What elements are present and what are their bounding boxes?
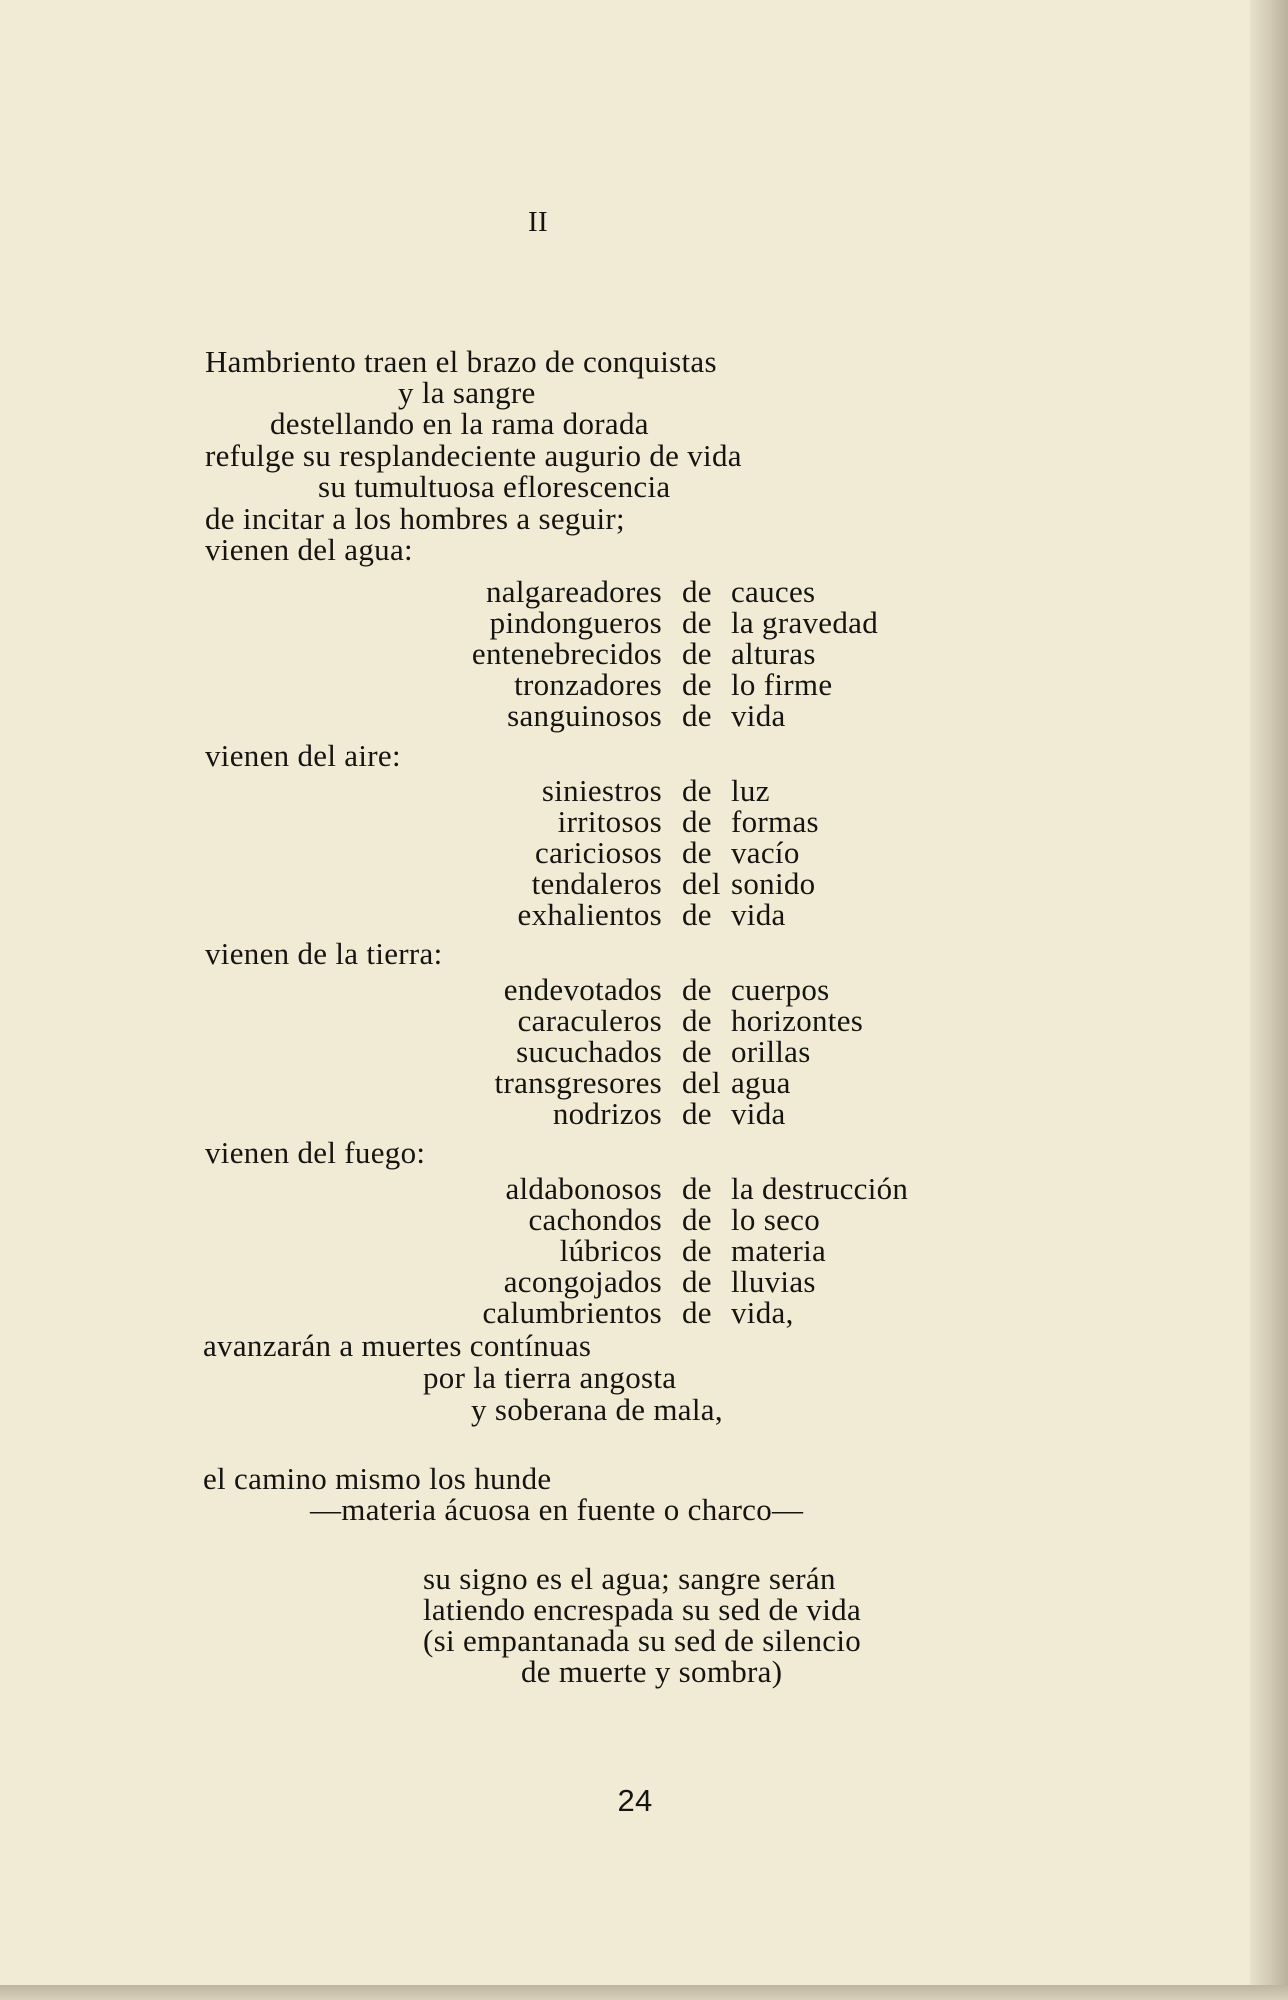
verse-preposition: de [682,667,712,702]
verse-adjective: caraculeros [517,1003,662,1038]
verse-preposition: de [682,605,712,640]
poem-line: el camino mismo los hunde [203,1461,552,1496]
verse-preposition: de [682,1003,712,1038]
verse-preposition: de [682,773,712,808]
verse-object: orillas [731,1034,811,1069]
poem-line: por la tierra angosta [423,1360,677,1395]
section-label: vienen de la tierra: [205,936,443,971]
verse-object: materia [731,1233,827,1268]
verse-object: vida [731,698,786,733]
verse-adjective: tronzadores [514,667,662,702]
poem-line: su signo es el agua; sangre serán [423,1561,836,1596]
verse-preposition: del [682,1065,721,1100]
verse-preposition: de [682,1202,712,1237]
poem-line: —materia ácuosa en fuente o charco— [310,1492,804,1527]
verse-preposition: de [682,972,712,1007]
verse-object: la gravedad [731,605,879,640]
poem-line: destellando en la rama dorada [270,406,649,441]
poem-line: refulge su resplandeciente augurio de vida [205,438,742,473]
verse-preposition: de [682,698,712,733]
verse-adjective: tendaleros [531,866,662,901]
poem-line: y la sangre [398,375,536,410]
verse-object: vacío [731,835,800,870]
verse-adjective: transgresores [494,1065,662,1100]
verse-preposition: de [682,1233,712,1268]
verse-preposition: de [682,835,712,870]
verse-preposition: de [682,1264,712,1299]
verse-object: horizontes [731,1003,864,1038]
poem-line: avanzarán a muertes contínuas [203,1328,592,1363]
verse-object: vida [731,897,786,932]
verse-preposition: de [682,897,712,932]
verse-adjective: aldabonosos [505,1171,662,1206]
verse-adjective: endevotados [503,972,662,1007]
verse-object: cuerpos [731,972,830,1007]
section-heading: II [528,206,548,238]
section-label: vienen del aire: [205,738,401,773]
verse-object: vida [731,1096,786,1131]
section-label: vienen del agua: [205,532,413,567]
verse-object: la destrucción [731,1171,909,1206]
poem-line: de incitar a los hombres a seguir; [205,501,625,536]
verse-adjective: nodrizos [552,1096,662,1131]
verse-preposition: de [682,804,712,839]
verse-preposition: del [682,866,721,901]
verse-adjective: cachondos [528,1202,662,1237]
verse-preposition: de [682,1171,712,1206]
section-label: vienen del fuego: [205,1135,426,1170]
verse-adjective: cariciosos [535,835,662,870]
verse-adjective: entenebrecidos [471,636,662,671]
poem-line: (si empantanada su sed de silencio [423,1623,862,1658]
verse-object: sonido [731,866,816,901]
verse-preposition: de [682,574,712,609]
verse-preposition: de [682,1034,712,1069]
verse-object: lluvias [731,1264,816,1299]
verse-adjective: nalgareadores [485,574,662,609]
verse-adjective: pindongueros [489,605,662,640]
poem-line: y soberana de mala, [471,1392,723,1427]
verse-preposition: de [682,1096,712,1131]
poem-line: su tumultuosa eflorescencia [318,469,671,504]
verse-adjective: lúbricos [559,1233,662,1268]
verse-preposition: de [682,1295,712,1330]
verse-object: lo firme [731,667,833,702]
page-bottom-edge [0,1985,1288,2000]
verse-adjective: irritosos [557,804,662,839]
poem-line: de muerte y sombra) [521,1654,783,1689]
verse-object: agua [731,1065,791,1100]
poem-line: Hambriento traen el brazo de conquistas [205,344,717,379]
verse-object: luz [731,773,770,808]
page-edge-shadow [1250,0,1288,2000]
verse-object: vida, [731,1295,794,1330]
verse-preposition: de [682,636,712,671]
verse-adjective: calumbrientos [482,1295,662,1330]
verse-object: lo seco [731,1202,821,1237]
verse-adjective: acongojados [503,1264,662,1299]
verse-adjective: sucuchados [516,1034,662,1069]
verse-object: formas [731,804,819,839]
verse-adjective: sanguinosos [507,698,662,733]
verse-object: alturas [731,636,816,671]
verse-adjective: exhalientos [517,897,662,932]
verse-adjective: siniestros [541,773,662,808]
page-number: 24 [617,1783,653,1818]
verse-object: cauces [731,574,816,609]
poem-line: latiendo encrespada su sed de vida [423,1592,862,1627]
